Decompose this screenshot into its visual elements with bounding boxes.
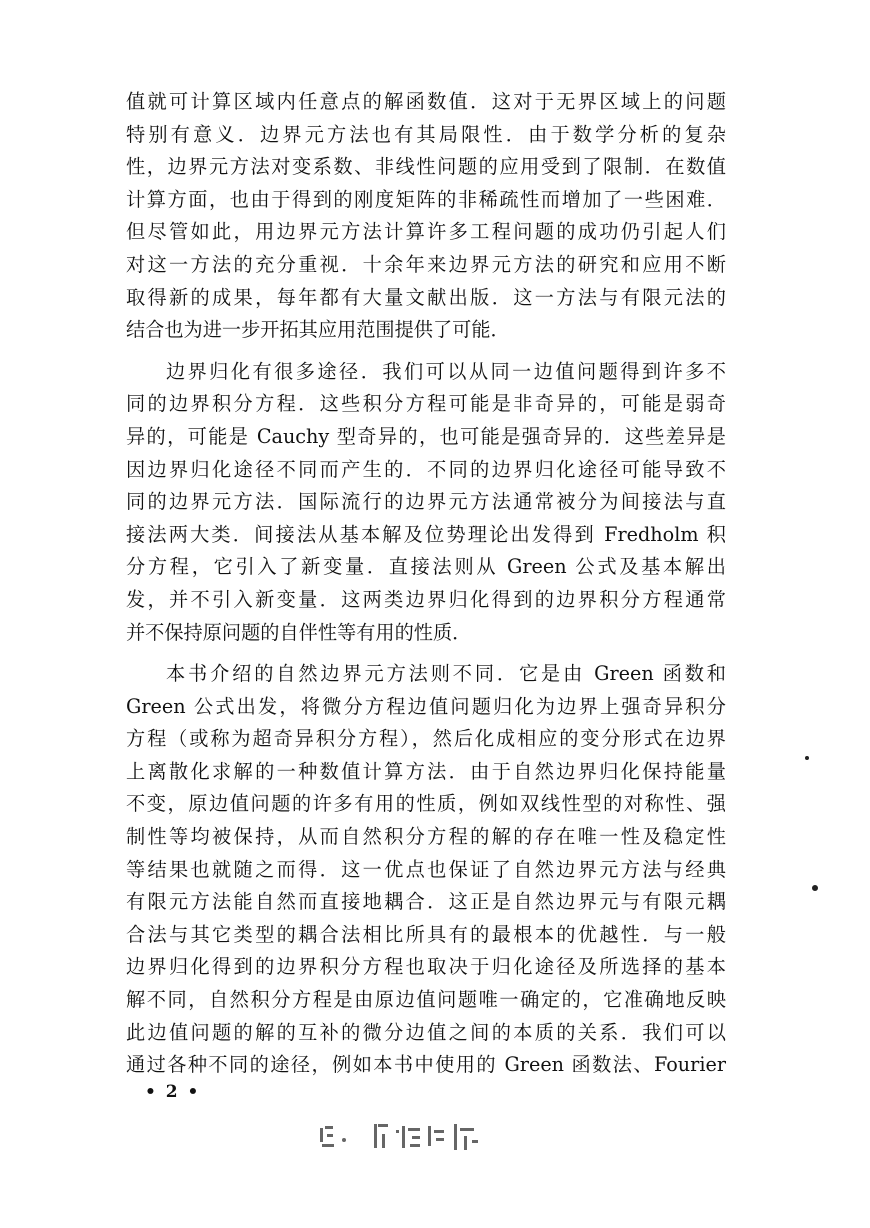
paragraph-1 [126,86,726,347]
text-line: 通过各种不同的途径，例如本书中使用的 Green 函数法、Fourier [126,1053,726,1077]
text-line: 合法与其它类型的耦合法相比所具有的最根本的优越性．与一般 [126,922,726,946]
text-line: 但尽管如此，用边界元方法计算许多工程问题的成功仍引起人们 [126,220,726,244]
text-line: 对这一方法的充分重视．十余年来边界元方法的研究和应用不断 [126,252,726,276]
text-line: 解不同，自然积分方程是由原边值问题唯一确定的，它准确地反映 [126,988,726,1012]
text-line: 值就可计算区域内任意点的解函数值．这对于无界区域上的问题 [126,90,726,113]
text-line: 同的边界积分方程．这些积分方程可能是非奇异的，可能是弱奇 [126,392,726,416]
text-line: 同的边界元方法．国际流行的边界元方法通常被分为间接法与直 [126,490,726,514]
paragraph-3 [126,658,726,1082]
text-line: 计算方面，也由于得到的刚度矩阵的非稀疏性而增加了一些困难． [126,187,726,211]
text-line: 取得新的成果，每年都有大量文献出版．这一方法与有限元法的 [126,285,726,309]
scan-speck [805,756,809,760]
text-line: 有限元方法能自然而直接地耦合．这正是自然边界元与有限元耦 [126,890,726,914]
text-line: 特别有意义．边界元方法也有其局限性．由于数学分析的复杂 [126,122,726,146]
text-line: 上离散化求解的一种数值计算方法．由于自然边界归化保持能量 [126,759,726,783]
text-line: 方程（或称为超奇异积分方程），然后化成相应的变分形式在边界 [126,727,726,751]
text-line: 分方程，它引入了新变量．直接法则从 Green 公式及基本解出 [126,555,726,579]
text-line: 此边值问题的解的互补的微分边值之间的本质的关系．我们可以 [126,1020,726,1044]
text-line: 边界归化得到的边界积分方程也取决于归化途径及所选择的基本 [126,955,726,979]
body-text [126,86,726,1082]
text-line: 性，边界元方法对变系数、非线性问题的应用受到了限制．在数值 [126,155,726,179]
text-line: 并不保持原问题的自伴性等有用的性质． [126,620,472,644]
text-line: 本书介绍的自然边界元方法则不同．它是由 Green 函数和 [166,662,726,686]
library-stamp-mark [316,1118,486,1158]
text-line: 发，并不引入新变量．这两类边界归化得到的边界积分方程通常 [126,587,726,611]
text-line: 接法两大类．间接法从基本解及位势理论出发得到 Fredholm 积 [126,522,726,546]
text-line: 结合也为进一步开拓其应用范围提供了可能． [126,318,510,342]
paragraph-2 [126,356,726,649]
text-line: 因边界归化途径不同而产生的．不同的边界归化途径可能导致不 [126,457,726,481]
text-line: 异的，可能是 Cauchy 型奇异的，也可能是强奇异的．这些差异是 [126,424,726,448]
text-line: 制性等均被保持，从而自然积分方程的解的存在唯一性及稳定性 [126,825,726,849]
scan-speck [812,885,818,891]
page-number: • 2 • [145,1082,201,1102]
text-line: Green 公式出发，将微分方程边值问题归化为边界上强奇异积分 [126,694,726,718]
text-line: 边界归化有很多途径．我们可以从同一边值问题得到许多不 [166,359,726,383]
text-line: 不变，原边值问题的许多有用的性质，例如双线性型的对称性、强 [126,792,726,816]
text-line: 等结果也就随之而得．这一优点也保证了自然边界元方法与经典 [126,857,726,881]
